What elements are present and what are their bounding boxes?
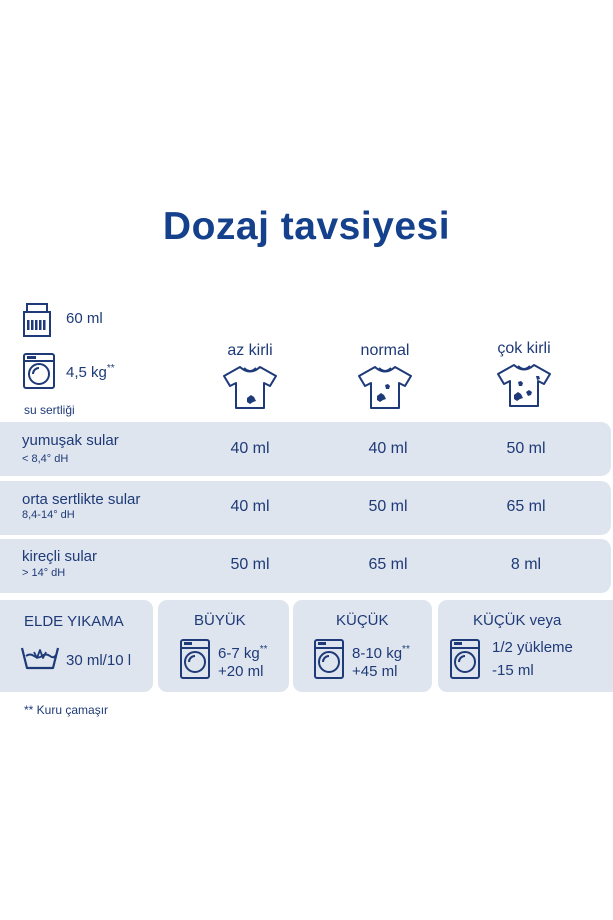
hand-wash-basin-icon [20,644,60,677]
dose-cell: 50 ml [506,440,546,457]
shirt-heavy-stain-icon [496,362,552,408]
footnote: ** Kuru çamaşır [24,703,109,717]
column-header-heavy: çok kirli [497,340,551,357]
hand-wash-dose: 30 ml/10 l [66,652,132,669]
card-title: BÜYÜK [194,612,246,629]
large-load-extra: +20 ml [218,663,264,680]
washing-machine-icon [179,638,211,685]
small-load-extra: +45 ml [352,663,398,680]
shirt-medium-stain-icon [357,364,413,410]
row-sublabel: 8,4-14° dH [22,509,75,521]
page-title: Dozaj tavsiyesi [162,205,451,248]
shirt-light-stain-icon [222,364,278,410]
washing-machine-icon [313,638,345,685]
washing-machine-icon [22,352,56,395]
row-label: yumuşak sular [22,432,119,449]
dose-cell: 40 ml [230,440,270,457]
column-header-normal: normal [360,342,410,359]
water-hardness-label: su sertliği [24,403,75,417]
row-label: orta sertlikte sular [22,491,141,508]
dose-cell: 65 ml [368,556,408,573]
large-load-weight: 6-7 kg [218,645,260,662]
dose-cell: 40 ml [230,498,270,515]
half-load-extra: -15 ml [492,662,534,679]
small-load-mark: ** [402,644,410,655]
legend-load [66,363,115,381]
dose-cell: 50 ml [368,498,408,515]
large-load-mark: ** [259,644,268,655]
small-load-weight: 8-10 kg [352,645,403,662]
row-label: kireçli sular [22,548,98,565]
dose-cell: 40 ml [368,440,408,457]
half-load-line1: 1/2 yükleme [492,639,573,656]
dose-cell: 8 ml [510,556,542,573]
legend-dose: 60 ml [66,310,103,327]
card-title: KÜÇÜK [336,612,389,629]
dosing-cap-icon [22,302,52,343]
dose-cell: 50 ml [230,556,270,573]
column-header-light: az kirli [227,342,273,359]
card-title: KÜÇÜK veya [473,612,562,629]
row-sublabel: > 14° dH [22,567,66,579]
washing-machine-icon [449,638,481,685]
legend-load-mark: ** [106,363,115,374]
row-sublabel: < 8,4° dH [22,453,69,465]
dose-cell: 65 ml [506,498,546,515]
legend-load-value: 4,5 kg [66,364,107,381]
card-title: ELDE YIKAMA [24,613,124,630]
